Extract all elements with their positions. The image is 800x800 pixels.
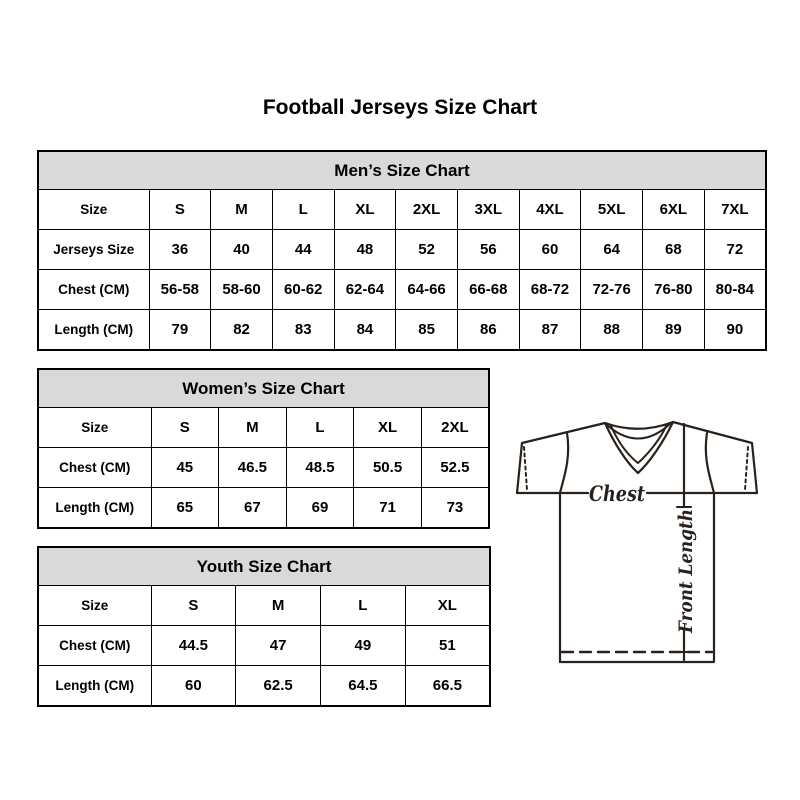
size-cell: M (211, 190, 273, 230)
size-cell: 40 (211, 230, 273, 270)
table-title: Women’s Size Chart (38, 369, 489, 408)
size-cell: L (272, 190, 334, 230)
table-title-row (38, 547, 490, 586)
table-row (38, 488, 489, 528)
size-cell: 66-68 (457, 270, 519, 310)
size-cell: 2XL (396, 190, 458, 230)
size-cell: 84 (334, 310, 396, 350)
size-cell: 64-66 (396, 270, 458, 310)
row-label: Size (38, 190, 149, 230)
size-cell: L (321, 586, 406, 626)
jersey-outline-shape (517, 422, 757, 662)
table-row (38, 310, 766, 350)
size-cell: 2XL (421, 408, 489, 448)
size-cell: 82 (211, 310, 273, 350)
size-cell: 62.5 (236, 666, 321, 706)
row-label: Chest (CM) (38, 270, 149, 310)
size-cell: 48.5 (286, 448, 354, 488)
front-length-label: Front Length (675, 492, 697, 633)
size-cell: S (151, 586, 236, 626)
row-label: Size (38, 408, 151, 448)
size-cell: 7XL (704, 190, 766, 230)
size-cell: 69 (286, 488, 354, 528)
womens-size-chart-section (37, 368, 490, 529)
size-cell: 60-62 (272, 270, 334, 310)
size-cell: S (149, 190, 211, 230)
size-cell: 76-80 (643, 270, 705, 310)
size-cell: S (151, 408, 219, 448)
size-cell: 49 (321, 626, 406, 666)
table-title-row (38, 369, 489, 408)
size-cell: 47 (236, 626, 321, 666)
table-row (38, 408, 489, 448)
size-cell: 62-64 (334, 270, 396, 310)
chest-label: Chest (589, 481, 646, 506)
size-cell: M (236, 586, 321, 626)
size-cell: 5XL (581, 190, 643, 230)
page-title: Football Jerseys Size Chart (262, 96, 538, 119)
table-row (38, 586, 490, 626)
size-cell: 4XL (519, 190, 581, 230)
row-label: Chest (CM) (38, 448, 151, 488)
table-row (38, 666, 490, 706)
jersey-measurement-diagram (505, 403, 767, 671)
size-cell: 60 (519, 230, 581, 270)
size-cell: XL (354, 408, 422, 448)
size-cell: 67 (219, 488, 287, 528)
youth-size-table (37, 546, 491, 707)
size-cell: 66.5 (405, 666, 490, 706)
youth-size-chart-section (37, 546, 491, 707)
size-cell: 46.5 (219, 448, 287, 488)
table-row (38, 626, 490, 666)
table-title: Men’s Size Chart (38, 151, 766, 190)
size-cell: M (219, 408, 287, 448)
table-row (38, 448, 489, 488)
size-cell: 80-84 (704, 270, 766, 310)
row-label: Chest (CM) (38, 626, 151, 666)
row-label: Length (CM) (38, 310, 149, 350)
womens-size-table (37, 368, 490, 529)
size-cell: 44.5 (151, 626, 236, 666)
size-cell: 58-60 (211, 270, 273, 310)
size-cell: 60 (151, 666, 236, 706)
table-row (38, 190, 766, 230)
size-cell: 3XL (457, 190, 519, 230)
size-cell: 68-72 (519, 270, 581, 310)
size-cell: 52.5 (421, 448, 489, 488)
size-cell: 36 (149, 230, 211, 270)
size-cell: 86 (457, 310, 519, 350)
table-title: Youth Size Chart (38, 547, 490, 586)
size-cell: 64.5 (321, 666, 406, 706)
size-cell: 65 (151, 488, 219, 528)
size-cell: 56 (457, 230, 519, 270)
row-label: Jerseys Size (38, 230, 149, 270)
size-cell: XL (405, 586, 490, 626)
size-cell: 85 (396, 310, 458, 350)
size-cell: 64 (581, 230, 643, 270)
size-cell: 6XL (643, 190, 705, 230)
size-cell: 44 (272, 230, 334, 270)
size-cell: 73 (421, 488, 489, 528)
size-cell: 72-76 (581, 270, 643, 310)
size-cell: XL (334, 190, 396, 230)
size-cell: 50.5 (354, 448, 422, 488)
size-cell: 90 (704, 310, 766, 350)
mens-size-table (37, 150, 767, 351)
table-title-row (38, 151, 766, 190)
row-label: Length (CM) (38, 488, 151, 528)
table-row (38, 230, 766, 270)
size-cell: 88 (581, 310, 643, 350)
size-cell: 45 (151, 448, 219, 488)
size-cell: 56-58 (149, 270, 211, 310)
table-row (38, 270, 766, 310)
size-cell: 87 (519, 310, 581, 350)
size-cell: 79 (149, 310, 211, 350)
size-cell: 51 (405, 626, 490, 666)
mens-size-chart-section (37, 150, 767, 351)
row-label: Length (CM) (38, 666, 151, 706)
size-cell: 48 (334, 230, 396, 270)
size-cell: L (286, 408, 354, 448)
size-cell: 83 (272, 310, 334, 350)
size-cell: 72 (704, 230, 766, 270)
size-cell: 52 (396, 230, 458, 270)
size-cell: 71 (354, 488, 422, 528)
size-cell: 68 (643, 230, 705, 270)
row-label: Size (38, 586, 151, 626)
size-cell: 89 (643, 310, 705, 350)
